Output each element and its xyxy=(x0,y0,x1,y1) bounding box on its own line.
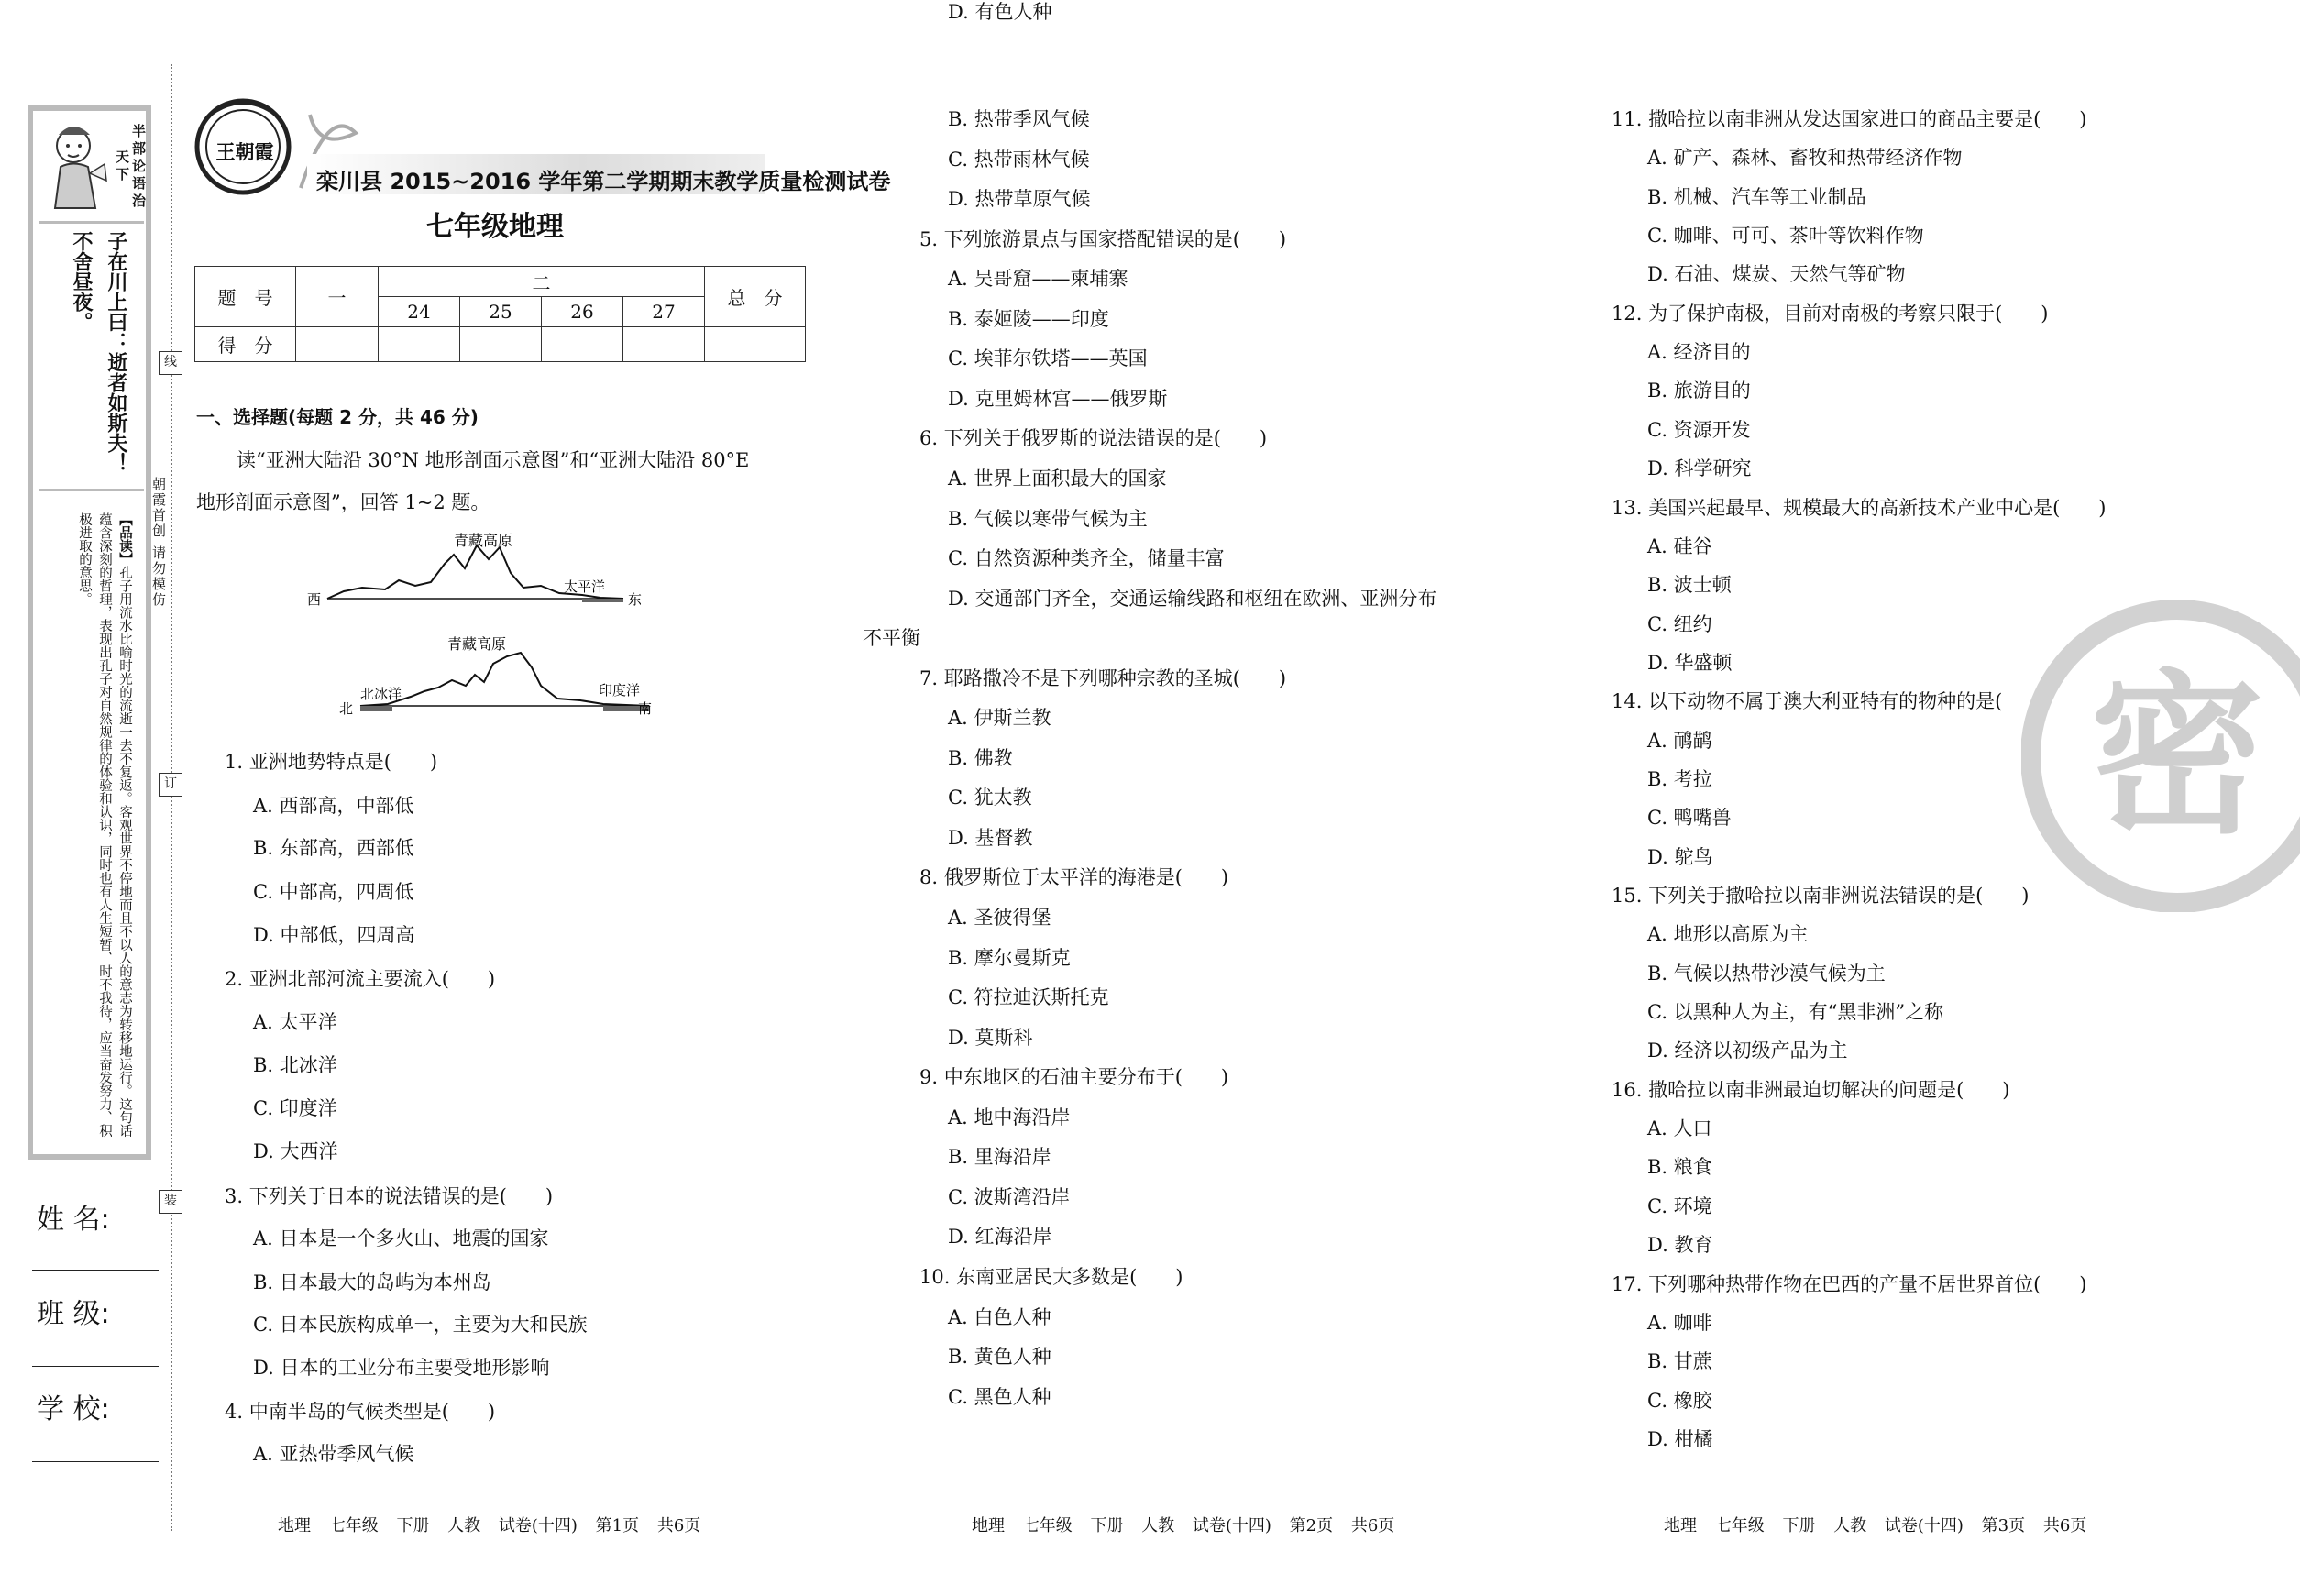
question-stem: 8. 俄罗斯位于太平洋的海港是( ) xyxy=(919,866,1229,888)
question-text: 不平衡 xyxy=(863,627,920,649)
answer-option[interactable]: D. 经济以初级产品为主 xyxy=(1647,1040,1848,1062)
answer-option[interactable]: C. 日本民族构成单一，主要为大和民族 xyxy=(253,1314,588,1336)
score-header-part1: 一 xyxy=(296,267,379,327)
name-field[interactable] xyxy=(32,1270,159,1271)
binding-strip xyxy=(28,105,151,1160)
question-stem: 11. 撒哈拉以南非洲从发达国家进口的商品主要是( ) xyxy=(1612,108,2087,130)
answer-option[interactable]: C. 自然资源种类齐全，储量丰富 xyxy=(948,547,1225,569)
answer-option[interactable]: B. 北冰洋 xyxy=(253,1054,337,1076)
question-stem: 16. 撒哈拉以南非洲最迫切解决的问题是( ) xyxy=(1612,1079,2010,1101)
score-header-number: 题 号 xyxy=(195,267,296,327)
answer-option[interactable]: B. 甘蔗 xyxy=(1647,1350,1712,1372)
class-field[interactable] xyxy=(32,1366,159,1367)
answer-option[interactable]: A. 白色人种 xyxy=(948,1306,1051,1328)
answer-option[interactable]: D. 基督教 xyxy=(948,827,1033,849)
answer-option[interactable]: A. 日本是一个多火山、地震的国家 xyxy=(253,1227,549,1249)
answer-option[interactable]: C. 波斯湾沿岸 xyxy=(948,1186,1071,1208)
answer-option[interactable]: C. 纽约 xyxy=(1647,613,1712,635)
quote-text: 子在川上曰：逝者如斯夫！不舍昼夜。 xyxy=(39,221,144,491)
score-col-27: 27 xyxy=(623,297,705,327)
answer-option[interactable]: A. 伊斯兰教 xyxy=(948,707,1051,729)
answer-option[interactable]: B. 日本最大的岛屿为本州岛 xyxy=(253,1271,491,1293)
question-stem: 13. 美国兴起最早、规模最大的高新技术产业中心是( ) xyxy=(1612,497,2107,519)
score-header-total: 总 分 xyxy=(705,267,806,327)
answer-option[interactable]: B. 波士顿 xyxy=(1647,574,1732,596)
fig1-east-label: 东 xyxy=(628,591,643,608)
answer-option[interactable]: A. 亚热带季风气候 xyxy=(253,1443,414,1465)
answer-option[interactable]: A. 太平洋 xyxy=(253,1011,337,1033)
answer-option[interactable]: C. 橡胶 xyxy=(1647,1390,1712,1412)
answer-option[interactable]: B. 考拉 xyxy=(1647,768,1712,790)
question-stem: 5. 下列旅游景点与国家搭配错误的是( ) xyxy=(919,228,1287,250)
answer-option[interactable]: D. 有色人种 xyxy=(948,1,1052,23)
answer-option[interactable]: C. 以黑种人为主，有“黑非洲”之称 xyxy=(1647,1001,1944,1023)
name-label: 姓 名: xyxy=(37,1204,110,1236)
answer-option[interactable]: D. 日本的工业分布主要受地形影响 xyxy=(253,1357,550,1379)
answer-option[interactable]: C. 犹太教 xyxy=(948,787,1032,809)
question-stem: 6. 下列关于俄罗斯的说法错误的是( ) xyxy=(919,427,1268,449)
fig2-arctic-label: 北冰洋 xyxy=(360,686,402,702)
cut-mark-bind: 装 xyxy=(159,1190,182,1214)
footer-page-3: 地理 七年级 下册 人教 试卷(十四) 第3页 共6页 xyxy=(1664,1516,2087,1535)
exam-subtitle: 七年级地理 xyxy=(426,211,564,243)
answer-option[interactable]: C. 热带雨林气候 xyxy=(948,149,1090,171)
answer-option[interactable]: B. 热带季风气候 xyxy=(948,108,1090,130)
fig2-north-label: 北 xyxy=(339,700,354,717)
answer-option[interactable]: C. 中部高，四周低 xyxy=(253,881,414,903)
answer-option[interactable]: D. 大西洋 xyxy=(253,1140,338,1162)
answer-option[interactable]: A. 矿产、森林、畜牧和热带经济作物 xyxy=(1647,147,1963,169)
answer-option[interactable]: D. 中部低，四周高 xyxy=(253,924,415,946)
fig2-south-label: 南 xyxy=(638,700,653,717)
fig2-indian-label: 印度洋 xyxy=(599,682,641,699)
answer-option[interactable]: D. 华盛顿 xyxy=(1647,652,1733,674)
score-cell[interactable] xyxy=(296,327,379,362)
answer-option[interactable]: D. 柑橘 xyxy=(1647,1428,1713,1450)
answer-option[interactable]: C. 黑色人种 xyxy=(948,1386,1051,1408)
answer-option[interactable]: D. 红海沿岸 xyxy=(948,1226,1052,1248)
question-stem: 12. 为了保护南极，目前对南极的考察只限于( ) xyxy=(1612,303,2049,325)
answer-option[interactable]: B. 泰姬陵——印度 xyxy=(948,308,1109,330)
answer-option[interactable]: A. 硅谷 xyxy=(1647,535,1712,557)
score-col-25: 25 xyxy=(460,297,542,327)
answer-option[interactable]: C. 咖啡、可可、茶叶等饮料作物 xyxy=(1647,225,1924,247)
answer-option[interactable]: B. 东部高，西部低 xyxy=(253,837,414,859)
question-stem: 17. 下列哪种热带作物在巴西的产量不居世界首位( ) xyxy=(1612,1273,2087,1295)
answer-option[interactable]: C. 鸭嘴兽 xyxy=(1647,807,1732,829)
score-cell[interactable] xyxy=(542,327,623,362)
profile-30n-figure xyxy=(307,527,646,619)
logo-text: 王朝霞 xyxy=(215,140,274,163)
class-label: 班 级: xyxy=(37,1298,110,1330)
answer-option[interactable]: B. 机械、汽车等工业制品 xyxy=(1647,186,1866,208)
exam-title: 栾川县 2015~2016 学年第二学期期末教学质量检测试卷 xyxy=(316,169,891,194)
question-stem: 14. 以下动物不属于澳大利亚特有的物种的是( ) xyxy=(1612,690,2049,712)
profile-80e-figure xyxy=(337,631,667,727)
answer-option[interactable]: A. 西部高，中部低 xyxy=(253,795,414,817)
reading-note xyxy=(39,505,144,1147)
answer-option[interactable]: A. 吴哥窟——柬埔寨 xyxy=(948,268,1128,290)
confidential-seal-icon xyxy=(2021,600,2300,912)
score-cell[interactable] xyxy=(379,327,460,362)
question-stem: 10. 东南亚居民大多数是( ) xyxy=(919,1266,1183,1288)
answer-option[interactable]: A. 人口 xyxy=(1647,1117,1712,1139)
fig1-plateau-label: 青藏高原 xyxy=(454,532,513,549)
question-stem: 9. 中东地区的石油主要分布于( ) xyxy=(919,1066,1229,1088)
section-heading: 一、选择题(每题 2 分，共 46 分) xyxy=(196,406,479,428)
answer-option[interactable]: B. 黄色人种 xyxy=(948,1346,1051,1368)
answer-option[interactable]: D. 鸵鸟 xyxy=(1647,846,1713,868)
score-col-24: 24 xyxy=(379,297,460,327)
answer-option[interactable]: A. 经济目的 xyxy=(1647,341,1751,363)
answer-option[interactable]: B. 佛教 xyxy=(948,747,1013,769)
answer-option[interactable]: D. 热带草原气候 xyxy=(948,188,1091,210)
score-cell[interactable] xyxy=(460,327,542,362)
question-stem: 2. 亚洲北部河流主要流入( ) xyxy=(225,968,496,990)
answer-option[interactable]: D. 教育 xyxy=(1647,1234,1713,1256)
answer-option[interactable]: D. 科学研究 xyxy=(1647,457,1752,479)
answer-option[interactable]: A. 咖啡 xyxy=(1647,1312,1712,1334)
answer-option[interactable]: C. 符拉迪沃斯托克 xyxy=(948,986,1109,1008)
note-label: 【品读】 xyxy=(117,512,133,566)
cut-line xyxy=(171,64,172,1531)
school-field[interactable] xyxy=(32,1461,159,1462)
answer-option[interactable]: D. 石油、煤炭、天然气等矿物 xyxy=(1647,263,1906,285)
confucius-cartoon-icon xyxy=(39,116,112,217)
score-cell[interactable] xyxy=(623,327,705,362)
answer-option[interactable]: C. 印度洋 xyxy=(253,1097,337,1119)
watermark-text: 密 xyxy=(2089,655,2265,857)
score-table xyxy=(194,266,806,362)
answer-option[interactable]: D. 交通部门齐全，交通运输线路和枢纽在欧洲、亚洲分布 xyxy=(948,588,1437,610)
score-row-label: 得 分 xyxy=(195,327,296,362)
answer-option[interactable]: A. 世界上面积最大的国家 xyxy=(948,468,1167,490)
answer-option[interactable]: A. 地中海沿岸 xyxy=(948,1106,1071,1128)
fig1-pacific-label: 太平洋 xyxy=(564,578,606,595)
question-stem: 15. 下列关于撒哈拉以南非洲说法错误的是( ) xyxy=(1612,885,2030,907)
question-stem: 7. 耶路撒冷不是下列哪种宗教的圣城( ) xyxy=(919,667,1287,689)
answer-option[interactable]: B. 粮食 xyxy=(1647,1156,1712,1178)
note-text: 孔子用流水比喻时光的流逝一去不复返。客观世界不停地而且不以人的意志为转移地运行。这句话蕴含深刻的哲理，表现出孔子对自然规律的体验和认识，同时也有人生短暂、时不我待，应当奋发努力、积极进取的意思。 xyxy=(77,512,132,1138)
answer-option[interactable]: C. 资源开发 xyxy=(1647,419,1751,441)
cut-mark-order: 订 xyxy=(159,773,182,797)
question-stem: 1. 亚洲地势特点是( ) xyxy=(225,751,438,773)
footer-page-2: 地理 七年级 下册 人教 试卷(十四) 第2页 共6页 xyxy=(972,1516,1395,1535)
answer-option[interactable]: D. 莫斯科 xyxy=(948,1027,1033,1049)
answer-option[interactable]: D. 克里姆林宫——俄罗斯 xyxy=(948,388,1168,410)
answer-option[interactable]: A. 鸸鹋 xyxy=(1647,730,1712,752)
intro-line-1: 读“亚洲大陆沿 30°N 地形剖面示意图”和“亚洲大陆沿 80°E xyxy=(237,449,750,471)
fig1-west-label: 西 xyxy=(307,591,322,608)
footer-page-1: 地理 七年级 下册 人教 试卷(十四) 第1页 共6页 xyxy=(278,1516,701,1535)
intro-line-2: 地形剖面示意图”，回答 1~2 题。 xyxy=(196,491,490,513)
cut-mark-line: 线 xyxy=(159,351,182,375)
school-label: 学 校: xyxy=(37,1393,110,1425)
cut-vertical-note: 朝霞首创 请勿模仿 xyxy=(150,477,167,608)
answer-option[interactable]: B. 气候以热带沙漠气候为主 xyxy=(1647,963,1886,985)
question-stem: 4. 中南半岛的气候类型是( ) xyxy=(225,1401,496,1423)
question-stem: 3. 下列关于日本的说法错误的是( ) xyxy=(225,1185,554,1207)
fig2-plateau-label: 青藏高原 xyxy=(447,635,507,653)
answer-option[interactable]: A. 圣彼得堡 xyxy=(948,907,1051,929)
answer-option[interactable]: B. 摩尔曼斯克 xyxy=(948,947,1071,969)
score-header-part2: 二 xyxy=(379,267,705,297)
answer-option[interactable]: C. 环境 xyxy=(1647,1195,1712,1217)
top-motto: 半部论语治天下 xyxy=(114,123,147,211)
answer-option[interactable]: B. 气候以寒带气候为主 xyxy=(948,508,1148,530)
answer-option[interactable]: C. 埃菲尔铁塔——英国 xyxy=(948,347,1148,369)
score-col-26: 26 xyxy=(542,297,623,327)
answer-option[interactable]: B. 旅游目的 xyxy=(1647,380,1751,402)
score-cell[interactable] xyxy=(705,327,806,362)
answer-option[interactable]: A. 地形以高原为主 xyxy=(1647,923,1809,945)
answer-option[interactable]: B. 里海沿岸 xyxy=(948,1146,1051,1168)
